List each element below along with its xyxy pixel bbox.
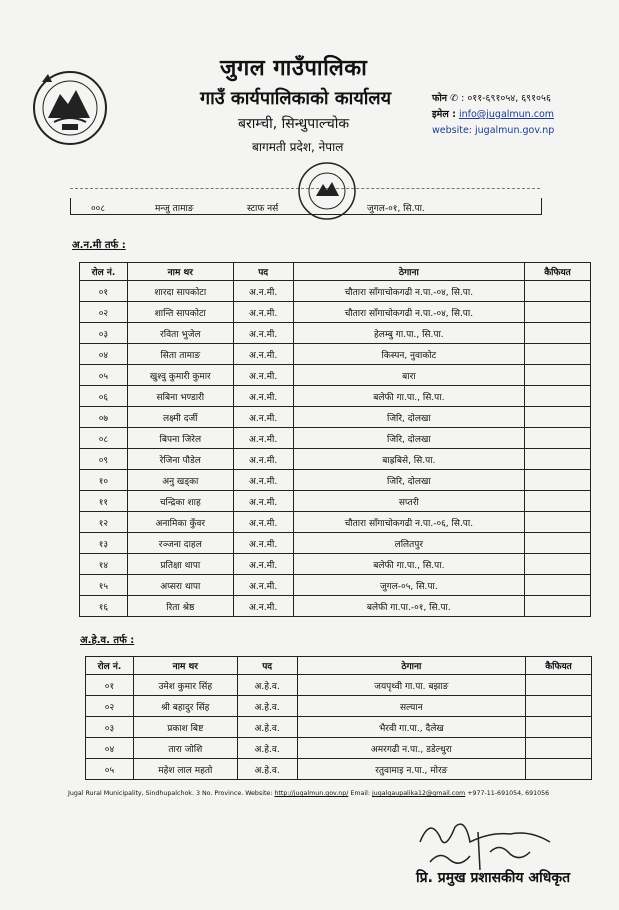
cell-remarks [526,675,592,696]
cell-roll: ०९ [80,449,128,470]
cell-name: श्री बहादुर सिंह [133,696,237,717]
cell-roll: १० [80,470,128,491]
cell-roll: १४ [80,554,128,575]
cell-address: चौतारा साँगाचोकगढी न.पा.-०४, सि.पा. [293,302,524,323]
cell-post: अ.न.मी. [233,491,293,512]
office-province: बागमती प्रदेश, नेपाल [252,140,344,154]
footer-line [68,790,549,797]
office-stamp [296,160,358,222]
cell-remarks [525,575,591,596]
cell-roll: ०७ [80,407,128,428]
cell-post: अ.हे.व. [237,759,297,780]
municipality-logo [32,70,108,146]
cell-roll: १६ [80,596,128,617]
signatory-title [416,868,570,887]
cell-address: चौतारा साँगाचोकगढी न.पा.-०६, सि.पा. [293,512,524,533]
cell-address: हेलम्बु गा.पा., सि.पा. [293,323,524,344]
col-remarks: कैफियत [525,263,591,281]
cell-roll: ०२ [80,302,128,323]
email-label: इमेल : [432,109,456,120]
cell-roll: ०३ [86,717,134,738]
table-header-row [86,657,592,675]
cell-post: अ.न.मी. [233,365,293,386]
cell-roll: ०६ [80,386,128,407]
cell-roll: ०१ [80,281,128,302]
cell-remarks [525,596,591,617]
cell-name: बिपना जिरेल [127,428,233,449]
cell-roll: ०४ [86,738,134,759]
table-row [80,554,591,575]
cell-roll: १२ [80,512,128,533]
table-row [86,759,592,780]
table-row [80,386,591,407]
cell-post: अ.न.मी. [233,281,293,302]
phone-label: फोन [432,93,448,104]
cell-address: जिरि, दोलखा [293,407,524,428]
handwritten-signature [410,812,570,874]
cell-address: भैरवी गा.पा., दैलेख [297,717,525,738]
cell-name: रञ्जना दाहल [127,533,233,554]
cell-remarks [525,428,591,449]
cell-roll: ०८ [80,428,128,449]
table-row [80,470,591,491]
cell-post: अ.न.मी. [233,512,293,533]
table-row [80,344,591,365]
cell-address: रतुवामाइ न.पा., मोरङ [297,759,525,780]
footer-email-link[interactable]: jugalgaupalika12@gmail.com [372,790,466,797]
cell-roll: १५ [80,575,128,596]
cell-remarks [525,512,591,533]
table-row [86,675,592,696]
cell-roll: ०५ [86,759,134,780]
cell-address: जिरि, दोलखा [293,470,524,491]
cell-address: बलेफी गा.पा.-०१, सि.पा. [293,596,524,617]
cell-name: शारदा सापकोटा [127,281,233,302]
cell-address: चौतारा साँगाचोकगढी न.पा.-०४, सि.पा. [293,281,524,302]
cell-post: अ.न.मी. [233,470,293,491]
ahw-table [85,656,592,780]
col-address: ठेगाना [293,263,524,281]
cell-remarks [525,281,591,302]
cell-remarks [526,759,592,780]
cell-post: अ.हे.व. [237,717,297,738]
website-link[interactable]: website: jugalmun.gov.np [432,125,555,136]
cell-name: अनु खड्का [127,470,233,491]
table-row [80,533,591,554]
cell-name: खुश्वु कुमारी कुमार [127,365,233,386]
phone-value: : ०११-६९१०५४, ६९१०५६ [461,93,551,104]
table-row [80,491,591,512]
cell-name: चन्द्रिका शाह [127,491,233,512]
footer-email-label: Email: [348,790,372,797]
cell-name: रेजिना पौडेल [127,449,233,470]
cell-roll: ११ [80,491,128,512]
col-post: पद [237,657,297,675]
continued-post: स्टाफ नर्स [247,204,279,214]
table-row [86,696,592,717]
cell-remarks [525,323,591,344]
footer-phone: +977-11-691054, 691056 [465,790,550,797]
cell-remarks [525,449,591,470]
cell-remarks [525,533,591,554]
cell-remarks [525,302,591,323]
office-address: बराम्ची, सिन्धुपाल्चोक [238,116,350,132]
municipality-title: जुगल गाउँपालिका [220,56,368,81]
cell-remarks [525,407,591,428]
email-line [432,107,554,123]
col-roll: रोल नं. [86,657,134,675]
cell-post: अ.न.मी. [233,407,293,428]
cell-roll: ०३ [80,323,128,344]
cell-address: बारा [293,365,524,386]
cell-address: बलेफी गा.पा., सि.पा. [293,386,524,407]
cell-roll: ०५ [80,365,128,386]
cell-remarks [526,717,592,738]
cell-address: बलेफी गा.पा., सि.पा. [293,554,524,575]
col-address: ठेगाना [297,657,525,675]
cell-post: अ.हे.व. [237,738,297,759]
cell-name: प्रकाश बिष्ट [133,717,237,738]
col-name: नाम थर [133,657,237,675]
table-header-row [80,263,591,281]
continued-address: जुगल-०१, सि.पा. [367,204,425,214]
cell-roll: ०४ [80,344,128,365]
cell-address: सप्तरी [293,491,524,512]
cell-name: महेश लाल महतो [133,759,237,780]
cell-name: तारा जोशि [133,738,237,759]
cell-name: प्रतिक्षा थापा [127,554,233,575]
table-row [80,302,591,323]
table-row [80,512,591,533]
cell-name: उमेश कुमार सिंह [133,675,237,696]
cell-name: सिता तामाङ [127,344,233,365]
cell-name: रविता भुजेल [127,323,233,344]
office-title: गाउँ कार्यपालिकाको कार्यालय [200,88,392,109]
cell-post: अ.हे.व. [237,696,297,717]
cell-name: सबिना भण्डारी [127,386,233,407]
col-roll: रोल नं. [80,263,128,281]
col-post: पद [233,263,293,281]
cell-address: सल्यान [297,696,525,717]
cell-roll: ०२ [86,696,134,717]
cell-address: जिरि, दोलखा [293,428,524,449]
footer-website-link[interactable]: http://jugalmun.gov.np/ [274,790,349,797]
cell-roll: १३ [80,533,128,554]
cell-post: अ.न.मी. [233,344,293,365]
table-row [80,407,591,428]
col-remarks: कैफियत [526,657,592,675]
contact-block [432,91,554,139]
cell-remarks [525,365,591,386]
table-row [80,428,591,449]
table-row [80,365,591,386]
signatory-prefix: प्रि. [416,870,433,886]
continued-roll: ००८ [91,204,106,214]
cell-remarks [525,470,591,491]
phone-icon: ✆ [450,93,459,104]
email-link[interactable]: info@jugalmun.com [458,109,555,120]
signatory-designation: प्रमुख प्रशासकीय अधिकृत [437,870,571,886]
cell-address: किस्पन, नुवाकोट [293,344,524,365]
table-row [80,449,591,470]
anm-section-heading: अ.न.मी तर्फ : [72,240,126,251]
table-row [80,596,591,617]
cell-address: बाह्रबिसे, सि.पा. [293,449,524,470]
cell-address: अमरगढी न.पा., डडेल्धुरा [297,738,525,759]
cell-roll: ०१ [86,675,134,696]
cell-remarks [525,386,591,407]
table-row [80,323,591,344]
ahw-section-heading: अ.हे.व. तर्फ : [80,635,135,646]
cell-name: अनामिका कुँवर [127,512,233,533]
cell-name: लक्ष्मी दर्जी [127,407,233,428]
cell-post: अ.न.मी. [233,533,293,554]
cell-remarks [525,554,591,575]
anm-table [79,262,591,617]
cell-remarks [525,491,591,512]
cell-name: शान्ति सापकोटा [127,302,233,323]
cell-post: अ.न.मी. [233,449,293,470]
cell-remarks [525,344,591,365]
cell-post: अ.न.मी. [233,554,293,575]
cell-post: अ.न.मी. [233,302,293,323]
cell-name: अप्सरा थापा [127,575,233,596]
cell-remarks [526,696,592,717]
cell-post: अ.न.मी. [233,386,293,407]
cell-name: रिता श्रेष्ठ [127,596,233,617]
phone-line [432,91,554,107]
continued-name: मन्जु तामाङ [155,204,194,214]
footer-text: Jugal Rural Municipality, Sindhupalchok. 3 No. Province. Website: [68,790,275,797]
table-row [86,717,592,738]
cell-post: अ.न.मी. [233,323,293,344]
cell-address: जयपृथ्वी गा.पा. बझाङ [297,675,525,696]
cell-post: अ.न.मी. [233,596,293,617]
col-name: नाम थर [127,263,233,281]
cell-remarks [526,738,592,759]
table-row [80,575,591,596]
cell-post: अ.हे.व. [237,675,297,696]
cell-address: ललितपुर [293,533,524,554]
cell-post: अ.न.मी. [233,428,293,449]
cell-post: अ.न.मी. [233,575,293,596]
cell-address: जुगल-०५, सि.पा. [293,575,524,596]
table-row [86,738,592,759]
table-row [80,281,591,302]
